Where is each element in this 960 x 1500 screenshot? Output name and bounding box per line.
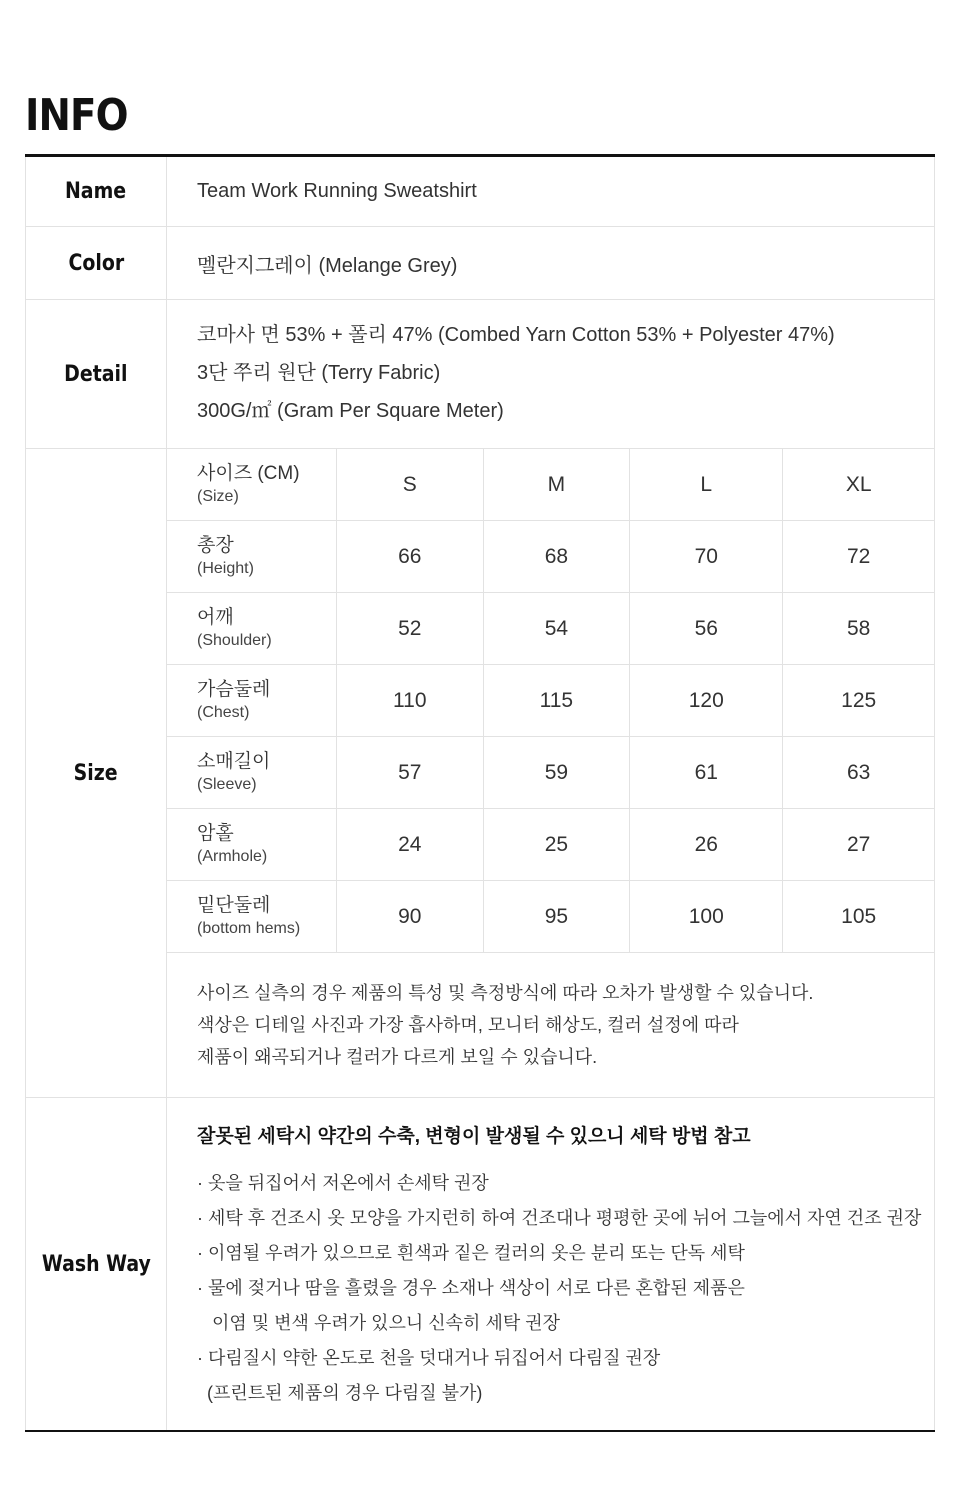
name-row (25, 157, 935, 227)
size-label: Size (25, 449, 167, 1097)
wash-line: 이염 및 변색 우려가 있으니 신속히 세탁 권장 (197, 1313, 560, 1333)
table-cell: 66 (337, 521, 484, 593)
table-cell: 26 (630, 809, 783, 881)
table-cell: 27 (783, 809, 934, 881)
table-cell: 68 (483, 521, 630, 593)
table-cell: 70 (630, 521, 783, 593)
table-cell: 58 (783, 593, 934, 665)
wash-line: · 세탁 후 건조시 옷 모양을 가지런히 하여 건조대나 평평한 곳에 뉘어 그늘에서 자연 건조 권장 (197, 1208, 922, 1228)
wash-line: · 물에 젖거나 땀을 흘렸을 경우 소재나 색상이 서로 다른 혼합된 제품은 (197, 1278, 745, 1298)
size-header-row (167, 449, 934, 521)
size-column-l: L (630, 449, 783, 521)
table-cell: 100 (630, 881, 783, 953)
wash-line: · 이염될 우려가 있으므로 흰색과 짙은 컬러의 옷은 분리 또는 단독 세탁 (197, 1243, 745, 1263)
wash-label: Wash Way (25, 1098, 167, 1430)
table-cell: 110 (337, 665, 484, 737)
info-table (25, 154, 935, 1432)
detail-label: Detail (25, 300, 167, 448)
row-header: 소매길이 (Sleeve) (167, 737, 337, 809)
table-cell: 57 (337, 737, 484, 809)
table-cell: 25 (483, 809, 630, 881)
size-column-xl: XL (783, 449, 934, 521)
detail-line: 300G/㎡ (Gram Per Square Meter) (197, 400, 504, 422)
table-cell: 90 (337, 881, 484, 953)
detail-row (25, 300, 935, 449)
row-header: 총장 (Height) (167, 521, 337, 593)
row-header: 가슴둘레 (Chest) (167, 665, 337, 737)
table-cell: 120 (630, 665, 783, 737)
size-content (167, 449, 935, 1097)
table-row (167, 881, 934, 953)
note-line: 제품이 왜곡되거나 컬러가 다르게 보일 수 있습니다. (197, 1047, 598, 1067)
table-cell: 72 (783, 521, 934, 593)
table-cell: 24 (337, 809, 484, 881)
wash-line: · 다림질시 약한 온도로 천을 덧대거나 뒤집어서 다림질 권장 (197, 1348, 661, 1368)
table-cell: 52 (337, 593, 484, 665)
size-table (167, 449, 934, 953)
size-column-s: S (337, 449, 484, 521)
note-line: 색상은 디테일 사진과 가장 흡사하며, 모니터 해상도, 컬러 설정에 따라 (197, 1015, 739, 1035)
color-row (25, 227, 935, 300)
wash-line: · 옷을 뒤집어서 저온에서 손세탁 권장 (197, 1173, 489, 1193)
row-header: 어깨 (Shoulder) (167, 593, 337, 665)
size-column-m: M (483, 449, 630, 521)
table-cell: 54 (483, 593, 630, 665)
table-cell: 56 (630, 593, 783, 665)
table-row (167, 665, 934, 737)
name-value: Team Work Running Sweatshirt (167, 157, 935, 226)
detail-value (167, 300, 935, 448)
table-cell: 115 (483, 665, 630, 737)
color-label: Color (25, 227, 167, 299)
table-cell: 63 (783, 737, 934, 809)
table-row (167, 737, 934, 809)
detail-line: 코마사 면 53% + 폴리 47% (Combed Yarn Cotton 53% + Polyester 47%) (197, 324, 835, 346)
table-cell: 125 (783, 665, 934, 737)
table-cell: 61 (630, 737, 783, 809)
table-row (167, 809, 934, 881)
table-row (167, 521, 934, 593)
page-title: INFO (25, 90, 128, 141)
wash-row (25, 1098, 935, 1432)
table-cell: 59 (483, 737, 630, 809)
row-header: 암홀 (Armhole) (167, 809, 337, 881)
note-line: 사이즈 실측의 경우 제품의 특성 및 측정방식에 따라 오차가 발생할 수 있습니다. (197, 983, 814, 1003)
wash-line: (프린트된 제품의 경우 다림질 불가) (197, 1383, 483, 1403)
table-cell: 95 (483, 881, 630, 953)
color-value: 멜란지그레이 (Melange Grey) (167, 227, 935, 299)
detail-line: 3단 쭈리 원단 (Terry Fabric) (197, 362, 441, 384)
size-notes (167, 953, 934, 1097)
table-cell: 105 (783, 881, 934, 953)
table-row (167, 593, 934, 665)
wash-heading: 잘못된 세탁시 약간의 수축, 변형이 발생될 수 있으니 세탁 방법 참고 (197, 1126, 751, 1147)
name-label: Name (25, 157, 167, 226)
row-header: 밑단둘레 (bottom hems) (167, 881, 337, 953)
wash-content (167, 1098, 935, 1430)
size-row (25, 449, 935, 1098)
size-header-cell: 사이즈 (CM) (Size) (167, 449, 337, 521)
